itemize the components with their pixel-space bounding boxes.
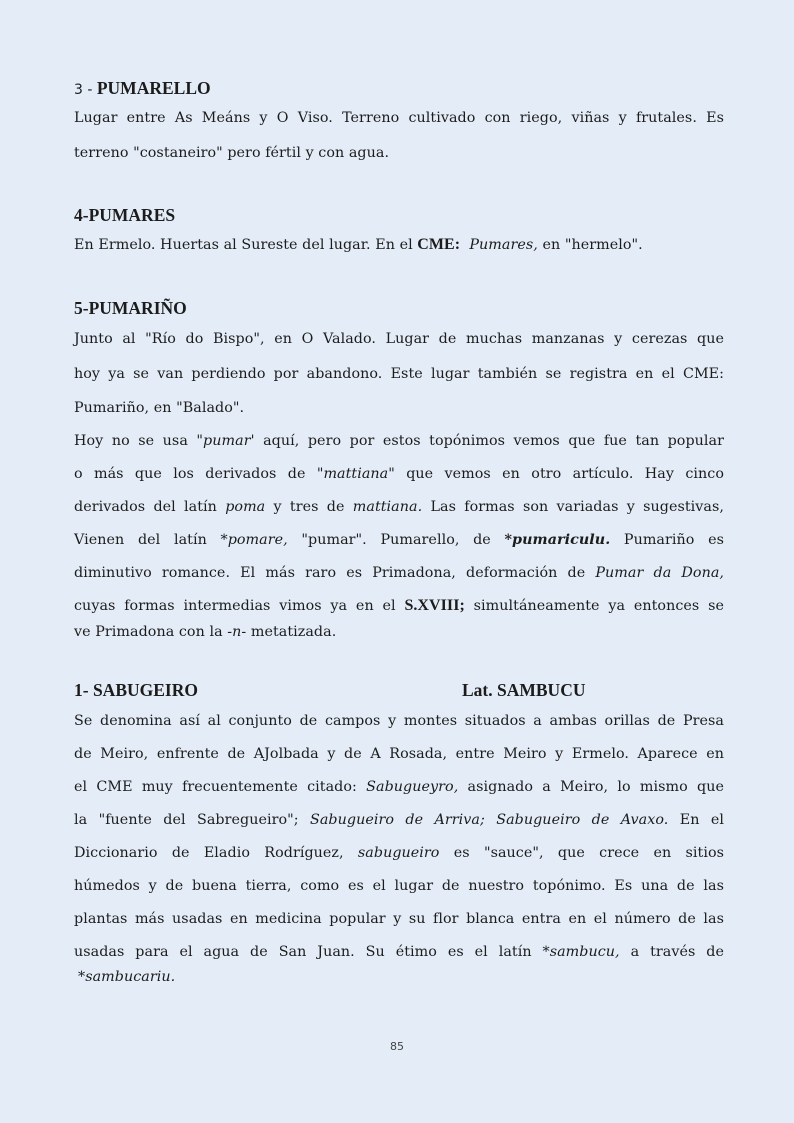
- italic-term: *pumariculu.: [504, 532, 611, 548]
- text: En el: [668, 812, 724, 828]
- paragraph-line: [74, 530, 724, 550]
- text: Vienen del latín: [74, 532, 221, 548]
- text: usadas para el agua de San Juan. Su étimo es el latín: [74, 944, 543, 960]
- paragraph-line: [74, 942, 724, 962]
- page-number: 85: [390, 1040, 404, 1053]
- text: Diccionario de Eladio Rodríguez,: [74, 845, 358, 861]
- text: la "fuente del Sabregueiro";: [74, 812, 311, 828]
- paragraph-line: [78, 967, 728, 987]
- italic-term: Pumares,: [469, 237, 538, 253]
- paragraph-line: Junto al "Río do Bispo", en O Valado. Lugar de muchas manzanas y cerezas que: [74, 331, 724, 347]
- paragraph-line: húmedos y de buena tierra, como es el lugar de nuestro topónimo. Es una de las: [74, 878, 724, 894]
- text: que vemos en otro artículo. Hay cinco: [394, 466, 724, 482]
- paragraph-line: Pumariño, en "Balado".: [74, 400, 245, 416]
- italic-term: *pomare,: [220, 532, 288, 548]
- heading-pumarino: 5-PUMARIÑO: [74, 298, 187, 318]
- italic-term: Sabugueyro,: [366, 779, 459, 795]
- text: y tres de: [265, 499, 353, 515]
- paragraph-line: [74, 497, 724, 517]
- text: aquí, pero por estos topónimos vemos que fue tan popular: [254, 433, 724, 449]
- text: Hoy no se usa: [74, 433, 197, 449]
- heading-sabugeiro: 1- SABUGEIRO: [74, 680, 198, 700]
- text: el CME muy frecuentemente citado:: [74, 779, 367, 795]
- paragraph-line: [74, 843, 724, 863]
- text: asignado a Meiro, lo mismo que: [458, 779, 724, 795]
- italic-term: "pumar': [196, 433, 255, 449]
- text: es "sauce", que crece en sitios: [439, 845, 724, 861]
- paragraph-line: [74, 464, 724, 484]
- text: metatizada.: [246, 624, 337, 640]
- paragraph-line: [74, 596, 724, 616]
- paragraph-line: hoy ya se van perdiendo por abandono. Este lugar también se registra en el CME:: [74, 366, 724, 382]
- paragraph-line: [74, 810, 724, 830]
- text: o más que los derivados de: [74, 466, 317, 482]
- century-label: S.XVIII;: [404, 597, 465, 614]
- paragraph-line: terreno "costaneiro" pero fértil y con agua.: [74, 145, 390, 161]
- text: cuyas formas intermedias vimos ya en el: [74, 598, 405, 614]
- italic-term: "mattiana": [316, 466, 395, 482]
- heading-pumarello: [74, 77, 211, 101]
- paragraph-line: [74, 777, 724, 797]
- text: ve Primadona con la: [74, 624, 228, 640]
- cme-label: CME:: [417, 236, 461, 253]
- italic-term: Sabugueiro de Arriva; Sabugueiro de Avaxo.: [310, 812, 669, 828]
- heading-title: PUMARELLO: [96, 78, 211, 98]
- paragraph-line: [74, 622, 724, 642]
- heading-latin-etymon: Lat. SAMBUCU: [462, 680, 586, 700]
- text: derivados del latín: [74, 499, 226, 515]
- text: diminutivo romance. El más raro es Primadona, deformación de: [74, 565, 596, 581]
- heading-pumares: 4-PUMARES: [74, 205, 176, 225]
- paragraph-line: de Meiro, enfrente de AJolbada y de A Rosada, entre Meiro y Ermelo. Aparece en: [74, 746, 724, 762]
- text: simultáneamente ya entonces se: [464, 598, 724, 614]
- text: "pumar". Pumarello, de: [287, 532, 505, 548]
- text: Las formas son variadas y sugestivas,: [422, 499, 724, 515]
- italic-term: *sambucu,: [542, 944, 620, 960]
- italic-term: -n-: [227, 624, 247, 640]
- italic-term: mattiana.: [352, 499, 423, 515]
- text: a través de: [619, 944, 724, 960]
- italic-term: poma: [225, 499, 266, 515]
- heading-number: 3 -: [74, 82, 97, 98]
- paragraph-line: [74, 235, 724, 255]
- text: Pumariño es: [610, 532, 724, 548]
- paragraph-line: [74, 563, 724, 583]
- paragraph-line: Se denomina así al conjunto de campos y montes situados a ambas orillas de Presa: [74, 713, 724, 729]
- paragraph-line: plantas más usadas en medicina popular y su flor blanca entra en el número de las: [74, 911, 724, 927]
- paragraph-line: [74, 431, 724, 451]
- paragraph-line: Lugar entre As Meáns y O Viso. Terreno cultivado con riego, viñas y frutales. Es: [74, 110, 724, 126]
- italic-term: Pumar da Dona,: [595, 565, 724, 581]
- italic-term: *sambucariu.: [78, 969, 176, 985]
- text: en "hermelo".: [537, 237, 643, 253]
- text: En Ermelo. Huertas al Sureste del lugar. En el: [74, 237, 418, 253]
- italic-term: sabugueiro: [357, 845, 440, 861]
